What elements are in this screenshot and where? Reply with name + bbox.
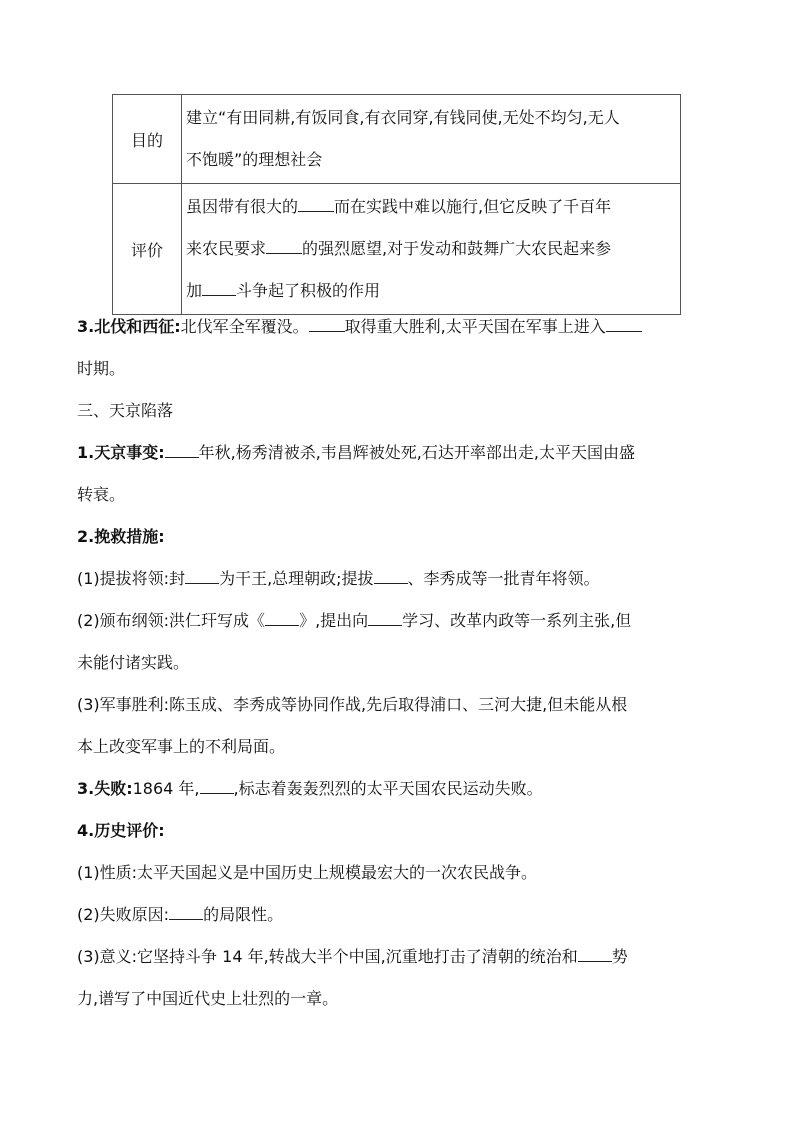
text-line <box>186 228 676 270</box>
text-segment: 年秋,杨秀清被杀,韦昌辉被处死,石达开率部出走,太平天国由盛 <box>198 443 635 462</box>
measure-item-1 <box>77 566 600 589</box>
text-segment: 加 <box>186 281 203 300</box>
answer-blank[interactable] <box>200 779 234 794</box>
section-title: 1.天京事变: <box>77 443 165 462</box>
text-segment: 北伐军全军覆没。 <box>180 317 309 336</box>
evaluation-item-2 <box>77 902 283 925</box>
text-segment: (2)失败原因: <box>77 905 170 924</box>
answer-blank[interactable] <box>165 443 199 458</box>
text-segment: 的强烈愿望,对于发动和鼓舞广大农民起来参 <box>302 239 612 258</box>
text-segment: 斗争起了积极的作用 <box>236 281 381 300</box>
section-title: 2.挽救措施: <box>77 527 165 546</box>
text-segment: ,标志着轰轰烈烈的太平天国农民运动失败。 <box>233 779 543 798</box>
text-segment: 虽因带有很大的 <box>186 197 299 216</box>
text-segment: 来农民要求 <box>186 239 267 258</box>
text-line: 不饱暖”的理想社会 <box>186 150 323 169</box>
row-label-evaluation: 评价 <box>113 184 182 315</box>
table-row <box>113 184 681 315</box>
text-line: 未能付诸实践。 <box>77 653 190 672</box>
text-segment: 为干王,总理朝政;提拔 <box>219 569 374 588</box>
part-heading: 三、天京陷落 <box>77 401 174 420</box>
text-line <box>186 270 676 312</box>
text-segment: 的局限性。 <box>203 905 284 924</box>
answer-blank[interactable] <box>578 947 612 962</box>
text-segment: (2)颁布纲领:洪仁玕写成《 <box>77 611 266 630</box>
text-line: 力,谱写了中国近代史上壮烈的一章。 <box>77 989 339 1008</box>
row-content-evaluation <box>182 184 681 315</box>
measure-item-2 <box>77 608 631 631</box>
answer-blank[interactable] <box>169 905 203 920</box>
definition-table <box>112 94 681 315</box>
text-segment: (1)提拔将领:封 <box>77 569 186 588</box>
row-content-purpose <box>182 95 681 184</box>
evaluation-item-1: (1)性质:太平天国起义是中国历史上规模最宏大的一次农民战争。 <box>77 863 538 882</box>
text-line <box>186 186 676 228</box>
answer-blank[interactable] <box>266 239 302 254</box>
text-line: 建立“有田同耕,有饭同食,有衣同穿,有钱同使,无处不均匀,无人 <box>186 108 620 127</box>
section-title: 3.失败: <box>77 779 133 798</box>
answer-blank[interactable] <box>606 317 642 332</box>
text-line: 时期。 <box>77 359 126 378</box>
answer-blank[interactable] <box>368 611 402 626</box>
answer-blank[interactable] <box>202 281 236 296</box>
text-segment: 而在实践中难以施行,但它反映了千百年 <box>334 197 612 216</box>
text-segment: 取得重大胜利,太平天国在军事上进入 <box>344 317 606 336</box>
text-segment: 学习、改革内政等一系列主张,但 <box>402 611 632 630</box>
text-line: 本上改变军事上的不利局面。 <box>77 737 286 756</box>
answer-blank[interactable] <box>298 197 334 212</box>
answer-blank[interactable] <box>374 569 408 584</box>
answer-blank[interactable] <box>185 569 219 584</box>
section-title: 4.历史评价: <box>77 821 165 840</box>
row-label-purpose: 目的 <box>113 95 182 184</box>
text-segment: 》,提出向 <box>299 611 369 630</box>
section-north-west-expedition <box>77 314 642 337</box>
text-segment: 、李秀成等一批青年将领。 <box>407 569 600 588</box>
answer-blank[interactable] <box>265 611 299 626</box>
text-segment: (3)意义:它坚持斗争 14 年,转战大半个中国,沉重地打击了清朝的统治和 <box>77 947 578 966</box>
section-title: 3.北伐和西征: <box>77 317 181 336</box>
text-line: 转衰。 <box>77 485 126 504</box>
section-failure <box>77 776 543 799</box>
answer-blank[interactable] <box>309 317 345 332</box>
text-segment: 1864 年, <box>132 779 200 798</box>
measure-item-3: (3)军事胜利:陈玉成、李秀成等协同作战,先后取得浦口、三河大捷,但未能从根 <box>77 695 628 714</box>
table-row <box>113 95 681 184</box>
text-segment: 势 <box>611 947 628 966</box>
evaluation-item-3 <box>77 944 628 967</box>
section-tianjing-incident <box>77 440 635 463</box>
